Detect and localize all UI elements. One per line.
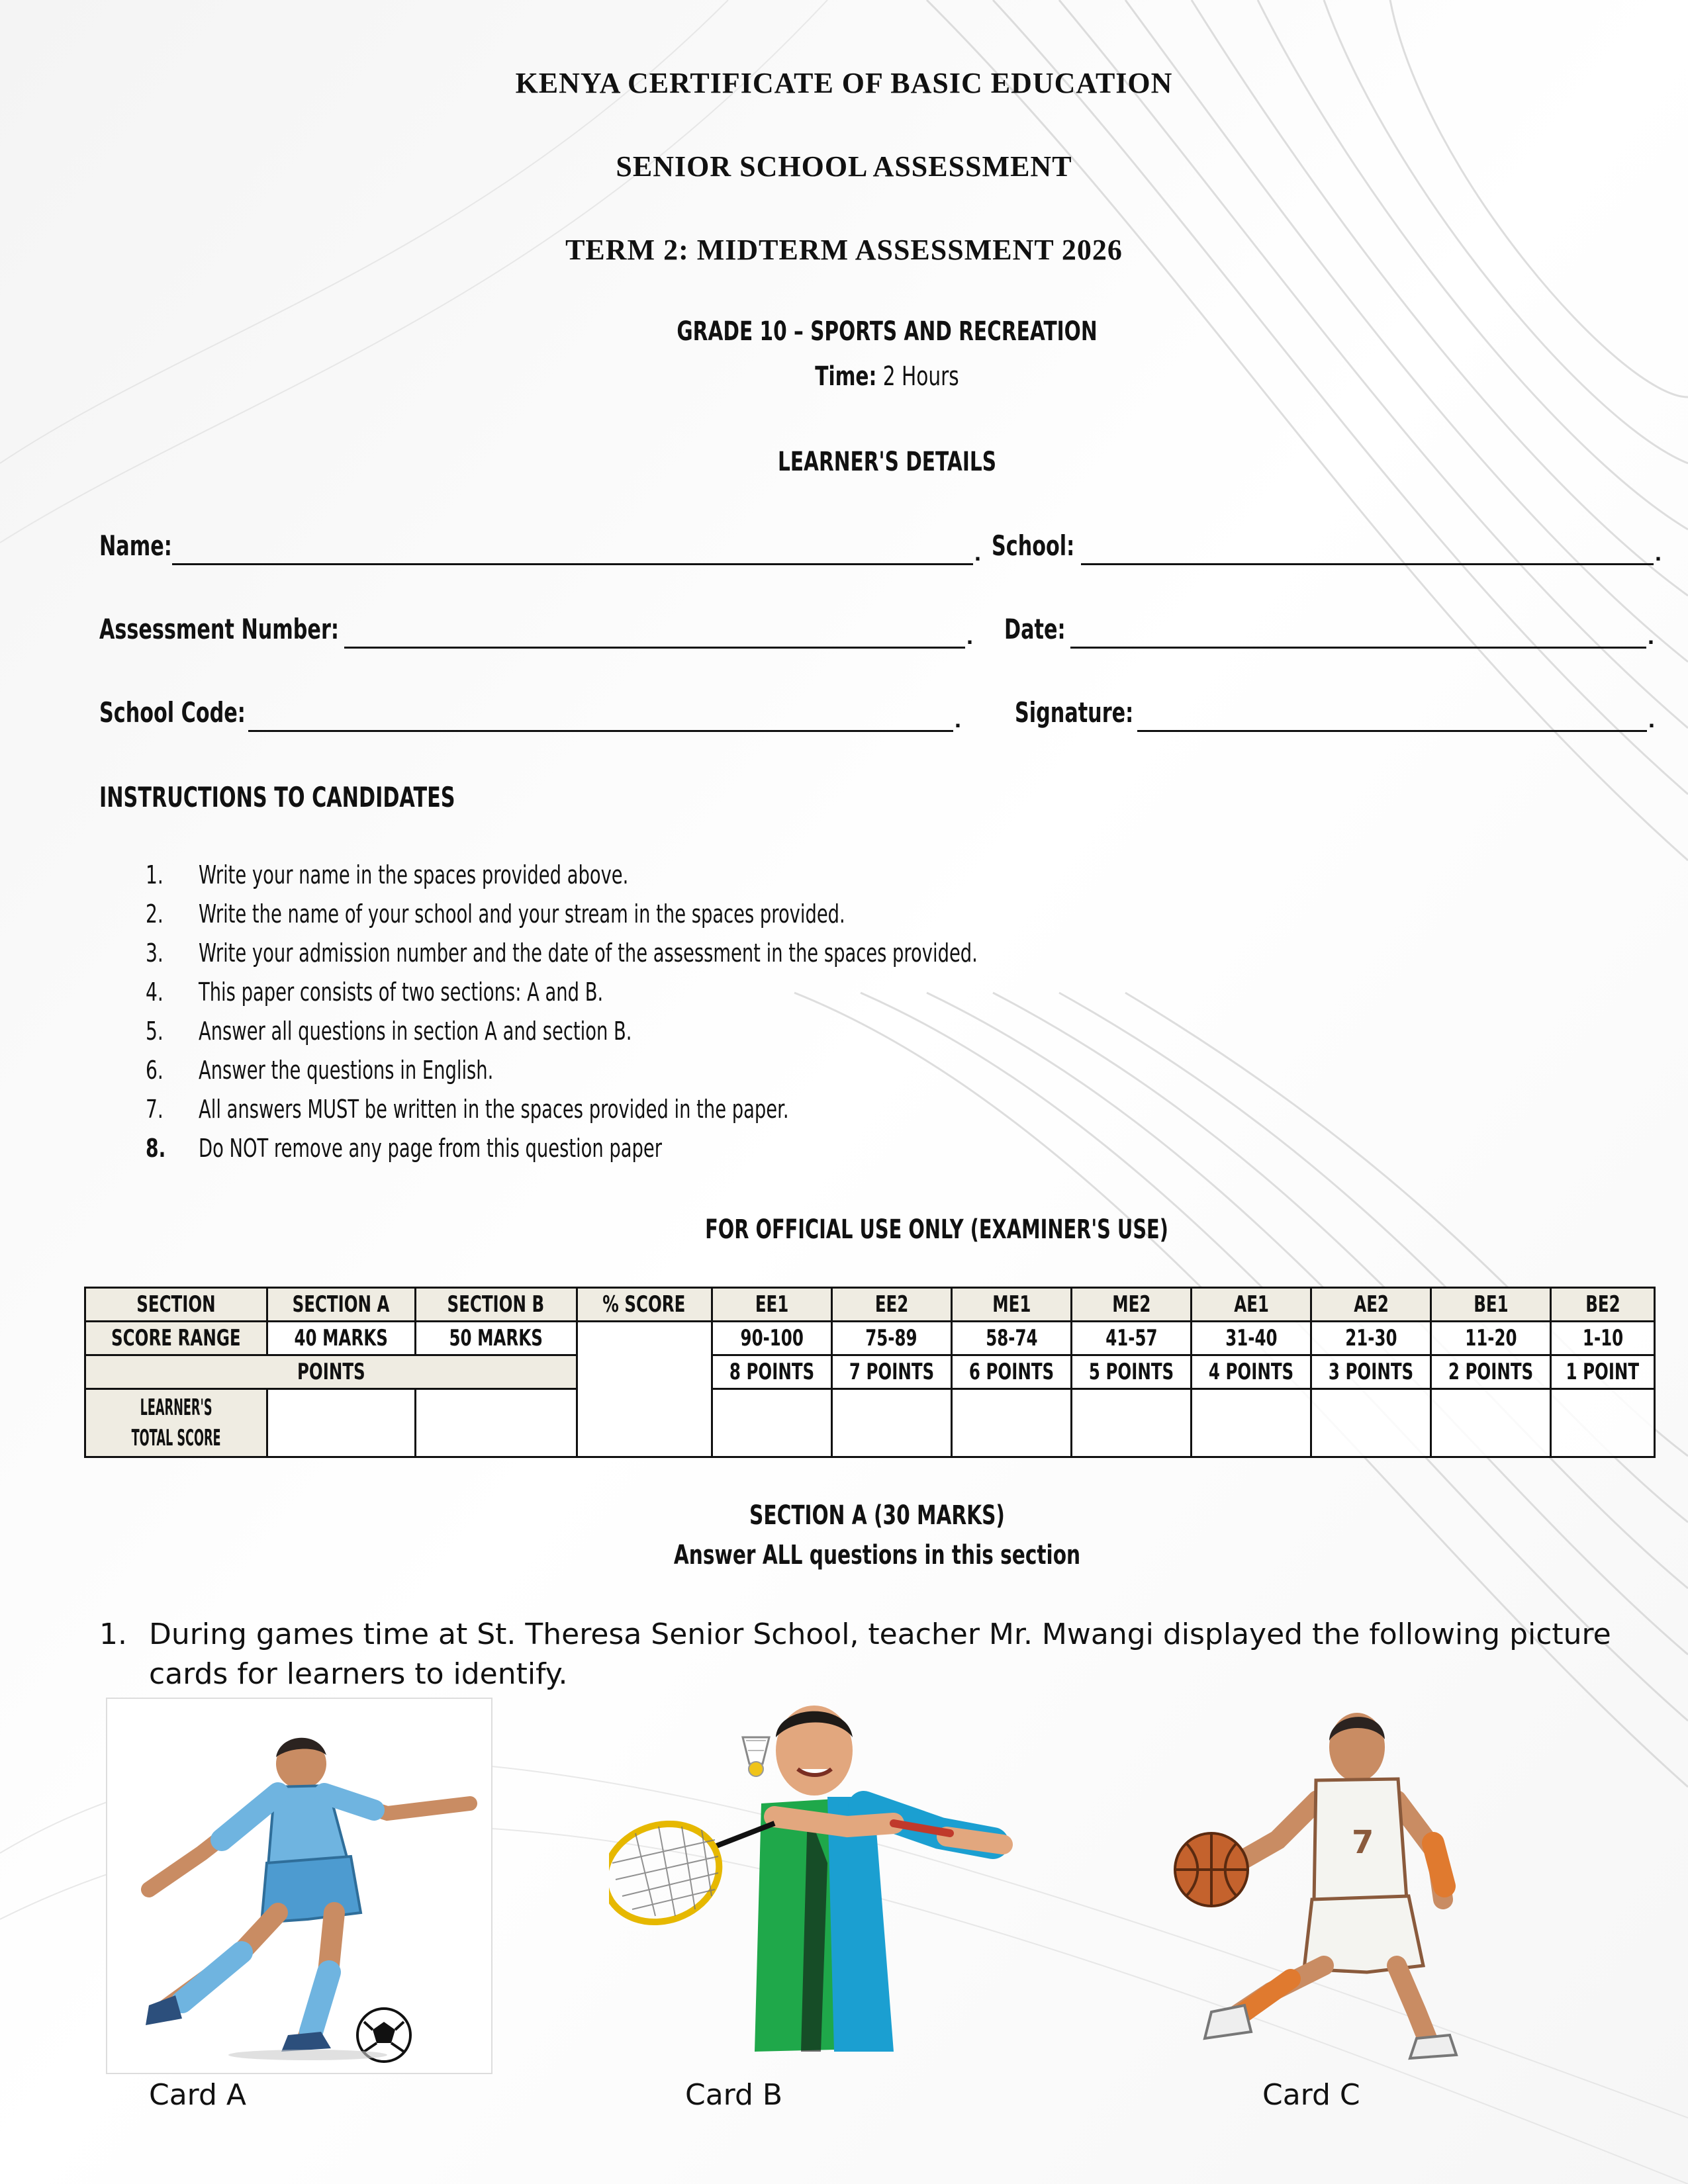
grade-code-cell: AE2 [1311, 1288, 1431, 1322]
instruction-number: 6. [146, 1056, 164, 1085]
instruction-item [146, 938, 1470, 978]
signature-field[interactable] [1015, 696, 1654, 736]
school-field[interactable] [992, 529, 1660, 569]
school-code-label: School Code: [99, 696, 246, 729]
score-range-label-cell: SCORE RANGE [85, 1322, 267, 1355]
instructions-list [146, 860, 1470, 1173]
grade-code-cell: BE2 [1551, 1288, 1655, 1322]
date-label: Date: [1004, 613, 1066, 645]
school-end-mark: . [1655, 539, 1662, 566]
instructions-heading: INSTRUCTIONS TO CANDIDATES [99, 781, 455, 813]
grade-score-input-cell[interactable] [1072, 1389, 1192, 1457]
subject-title: GRADE 10 – SPORTS AND RECREATION [677, 316, 1098, 347]
assessment-type-title: SENIOR SCHOOL ASSESSMENT [616, 150, 1072, 183]
signature-label: Signature: [1015, 696, 1134, 729]
section-a-header-cell: SECTION A [267, 1288, 415, 1322]
examiner-score-table [84, 1287, 1656, 1458]
school-input-line[interactable] [1081, 563, 1654, 565]
instruction-text: All answers MUST be written in the spaces provided in the paper. [199, 1095, 789, 1124]
instruction-item [146, 1056, 1470, 1095]
name-field[interactable] [99, 529, 980, 569]
instruction-item [146, 899, 1470, 938]
signature-end-mark: . [1648, 705, 1656, 733]
name-end-mark: . [974, 539, 982, 566]
card-b-label: Card B [685, 2078, 783, 2112]
grade-code-cell: AE1 [1192, 1288, 1311, 1322]
question-number: 1. [99, 1617, 127, 1651]
date-input-line[interactable] [1070, 647, 1646, 649]
footballer-illustration [109, 1701, 487, 2068]
grade-score-input-cell[interactable] [1311, 1389, 1431, 1457]
instruction-number: 1. [146, 860, 164, 889]
date-end-mark: . [1648, 622, 1655, 649]
grade-score-input-cell[interactable] [712, 1389, 831, 1457]
grade-score-input-cell[interactable] [951, 1389, 1071, 1457]
school-code-input-line[interactable] [248, 730, 953, 732]
pct-score-input-cell[interactable] [577, 1322, 712, 1457]
section-b-score-input-cell[interactable] [415, 1389, 577, 1457]
field-row-name-school [99, 529, 1662, 569]
assessment-number-end-mark: . [966, 622, 974, 649]
section-header-cell: SECTION [85, 1288, 267, 1322]
instruction-number: 5. [146, 1017, 164, 1046]
grade-points-cell: 5 POINTS [1072, 1355, 1192, 1389]
instruction-item [146, 860, 1470, 899]
basketball-player-illustration [1139, 1701, 1509, 2065]
official-use-heading: FOR OFFICIAL USE ONLY (EXAMINER'S USE) [705, 1214, 1168, 1245]
assessment-number-field[interactable] [99, 613, 973, 653]
table-row-points [85, 1355, 1655, 1389]
badminton-player-illustration [609, 1691, 1019, 2052]
grade-points-cell: 3 POINTS [1311, 1355, 1431, 1389]
grade-range-cell: 1-10 [1551, 1322, 1655, 1355]
school-label: School: [992, 529, 1075, 562]
field-row-code-signature [99, 696, 1655, 736]
instruction-number: 2. [146, 899, 164, 929]
pct-score-header-cell: % SCORE [577, 1288, 712, 1322]
instruction-number: 7. [146, 1095, 164, 1124]
grade-range-cell: 90-100 [712, 1322, 831, 1355]
grade-range-cell: 41-57 [1072, 1322, 1192, 1355]
instruction-item [146, 1134, 1470, 1173]
time-label: Time: [815, 361, 877, 392]
time-allowed [230, 361, 1543, 392]
time-value: 2 Hours [876, 361, 959, 392]
card-c-label: Card C [1262, 2078, 1360, 2112]
name-input-line[interactable] [172, 563, 973, 565]
points-label-cell: POINTS [85, 1355, 577, 1389]
term-title: TERM 2: MIDTERM ASSESSMENT 2026 [565, 234, 1123, 266]
section-a-subtitle: Answer ALL questions in this section [673, 1540, 1081, 1570]
assessment-number-input-line[interactable] [344, 647, 965, 649]
grade-range-cell: 75-89 [831, 1322, 951, 1355]
learner-details-heading: LEARNER'S DETAILS [777, 447, 997, 477]
grade-score-input-cell[interactable] [1192, 1389, 1311, 1457]
grade-range-cell: 11-20 [1431, 1322, 1551, 1355]
instruction-item [146, 978, 1470, 1017]
instruction-text: This paper consists of two sections: A and B. [199, 978, 604, 1007]
card-a-label: Card A [149, 2078, 247, 2112]
section-a-marks-cell: 40 MARKS [267, 1322, 415, 1355]
instruction-text: Answer all questions in section A and section B. [199, 1017, 632, 1046]
instruction-item [146, 1017, 1470, 1056]
instruction-item [146, 1095, 1470, 1134]
grade-code-cell: ME2 [1072, 1288, 1192, 1322]
instruction-number: 8. [146, 1134, 166, 1163]
school-code-end-mark: . [955, 705, 962, 733]
grade-range-cell: 21-30 [1311, 1322, 1431, 1355]
instruction-text: Write the name of your school and your stream in the spaces provided. [199, 899, 845, 929]
grade-code-cell: BE1 [1431, 1288, 1551, 1322]
field-row-assessment-date [99, 613, 1655, 653]
grade-score-input-cell[interactable] [1431, 1389, 1551, 1457]
signature-input-line[interactable] [1137, 730, 1647, 732]
instruction-number: 3. [146, 938, 164, 968]
assessment-number-label: Assessment Number: [99, 613, 339, 645]
section-a-title: SECTION A (30 MARKS) [749, 1500, 1005, 1531]
instruction-text: Answer the questions in English. [199, 1056, 494, 1085]
school-code-field[interactable] [99, 696, 960, 736]
grade-range-cell: 58-74 [951, 1322, 1071, 1355]
jersey-number-icon: 7 [1352, 1824, 1374, 1861]
section-b-header-cell: SECTION B [415, 1288, 577, 1322]
grade-code-cell: EE2 [831, 1288, 951, 1322]
instruction-text: Do NOT remove any page from this question paper [199, 1134, 663, 1163]
instruction-number: 4. [146, 978, 164, 1007]
instruction-text: Write your name in the spaces provided above. [199, 860, 629, 889]
instruction-text: Write your admission number and the date of the assessment in the spaces provided. [199, 938, 978, 968]
learner-total-label-cell: LEARNER'S TOTAL SCORE [85, 1389, 267, 1457]
section-b-marks-cell: 50 MARKS [415, 1322, 577, 1355]
grade-points-cell: 4 POINTS [1192, 1355, 1311, 1389]
table-row-learner-total [85, 1389, 1655, 1457]
grade-points-cell: 8 POINTS [712, 1355, 831, 1389]
grade-points-cell: 1 POINT [1551, 1355, 1655, 1389]
exam-body-title: KENYA CERTIFICATE OF BASIC EDUCATION [515, 67, 1173, 99]
table-row-score-range [85, 1322, 1655, 1355]
grade-score-input-cell[interactable] [831, 1389, 951, 1457]
grade-points-cell: 7 POINTS [831, 1355, 951, 1389]
date-field[interactable] [1004, 613, 1653, 653]
grade-score-input-cell[interactable] [1551, 1389, 1655, 1457]
grade-code-cell: EE1 [712, 1288, 831, 1322]
table-row-headers [85, 1288, 1655, 1322]
grade-points-cell: 6 POINTS [951, 1355, 1071, 1389]
question-text: During games time at St. Theresa Senior School, teacher Mr. Mwangi displayed the following picture cards for learners to identify. [149, 1617, 1611, 1691]
grade-code-cell: ME1 [951, 1288, 1071, 1322]
name-label: Name: [99, 529, 172, 562]
grade-points-cell: 2 POINTS [1431, 1355, 1551, 1389]
grade-range-cell: 31-40 [1192, 1322, 1311, 1355]
section-a-score-input-cell[interactable] [267, 1389, 415, 1457]
